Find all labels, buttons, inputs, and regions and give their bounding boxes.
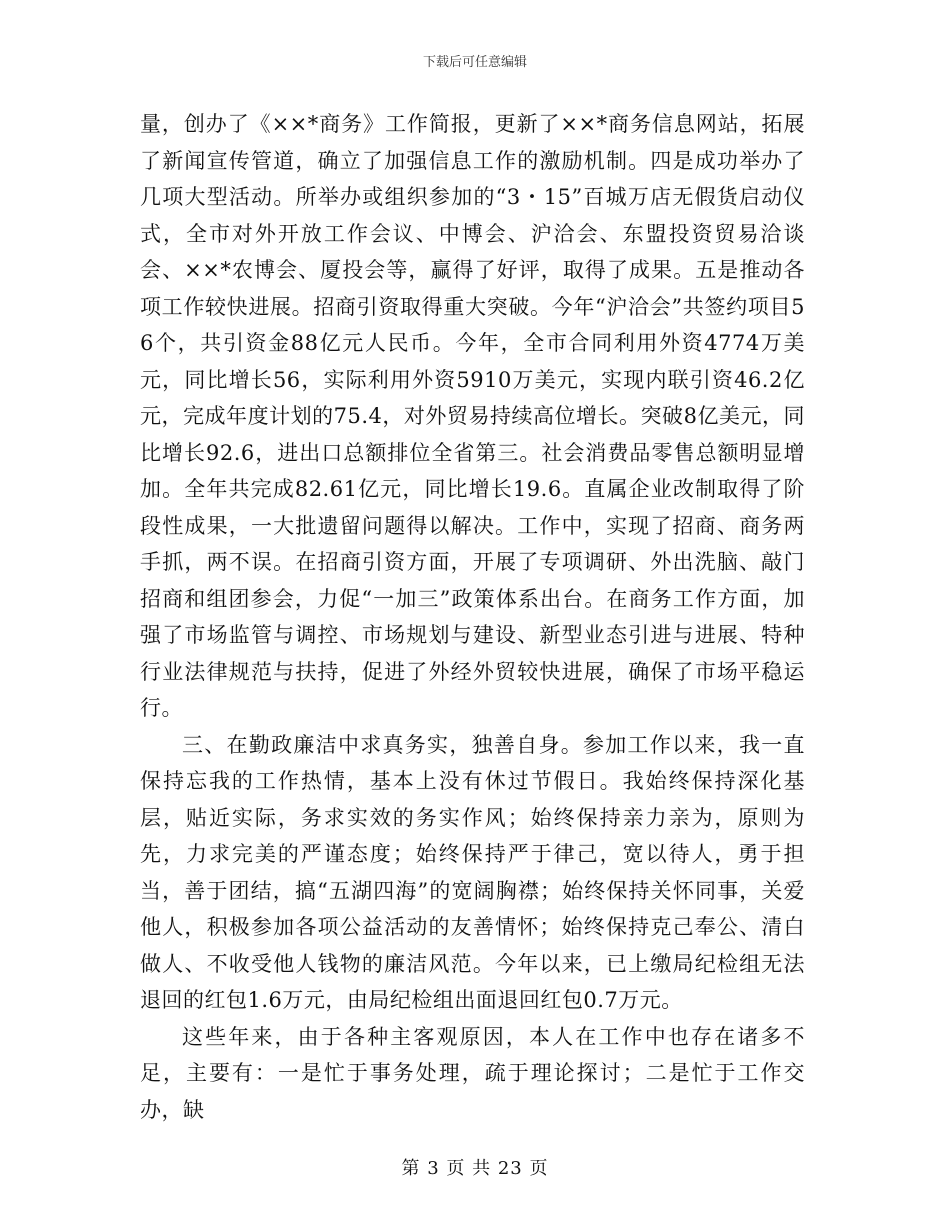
page-number-footer: 第 3 页 共 23 页 bbox=[401, 1158, 549, 1179]
document-body bbox=[140, 106, 805, 1128]
paragraph-continuation: 量，创办了《××*商务》工作简报，更新了××*商务信息网站，拓展了新闻宣传管道，确立了加强信息工作的激励机制。四是成功举办了几项大型活动。所举办或组织参加的“3・15”百城万店无假货启动仪式，全市对外开放工作会议、中博会、沪洽会、东盟投资贸易洽谈会、××*农博会、厦投会等，赢得了好评，取得了成果。五是推动各项工作较快进展。招商引资取得重大突破。今年“沪洽会”共签约项目56个，共引资金88亿元人民币。今年，全市合同利用外资4774万美元，同比增长56，实际利用外资5910万美元，实现内联引资46.2亿元，完成年度计划的75.4，对外贸易持续高位增长。突破8亿美元，同比增长92.6，进出口总额排位全省第三。社会消费品零售总额明显增加。全年共完成82.61亿元，同比增长19.6。直属企业改制取得了阶段性成果，一大批遗留问题得以解决。工作中，实现了招商、商务两手抓，两不误。在招商引资方面，开展了专项调研、外出洗脑、敲门招商和组团参会，力促“一加三”政策体系出台。在商务工作方面，加强了市场监管与调控、市场规划与建设、新型业态引进与进展、特种行业法律规范与扶持，促进了外经外贸较快进展，确保了市场平稳运行。 bbox=[140, 112, 805, 720]
paragraph-shortcomings: 这些年来，由于各种主客观原因，本人在工作中也存在诸多不足，主要有：一是忙于事务处理，疏于理论探讨；二是忙于工作交办，缺 bbox=[140, 1024, 805, 1122]
paragraph-section-three: 三、在勤政廉洁中求真务实，独善自身。参加工作以来，我一直保持忘我的工作热情，基本上没有休过节假日。我始终保持深化基层，贴近实际，务求实效的务实作风；始终保持亲力亲为，原则为先，力求完美的严谨态度；始终保持严于律己，宽以待人，勇于担当，善于团结，搞“五湖四海”的宽阔胸襟；始终保持关怀同事，关爱他人，积极参加各项公益活动的友善情怀；始终保持克己奉公、清白做人、不收受他人钱物的廉洁风范。今年以来，已上缴局纪检组无法退回的红包1.6万元，由局纪检组出面退回红包0.7万元。 bbox=[140, 732, 805, 1012]
page-header-note: 下载后可任意编辑 bbox=[422, 55, 527, 70]
